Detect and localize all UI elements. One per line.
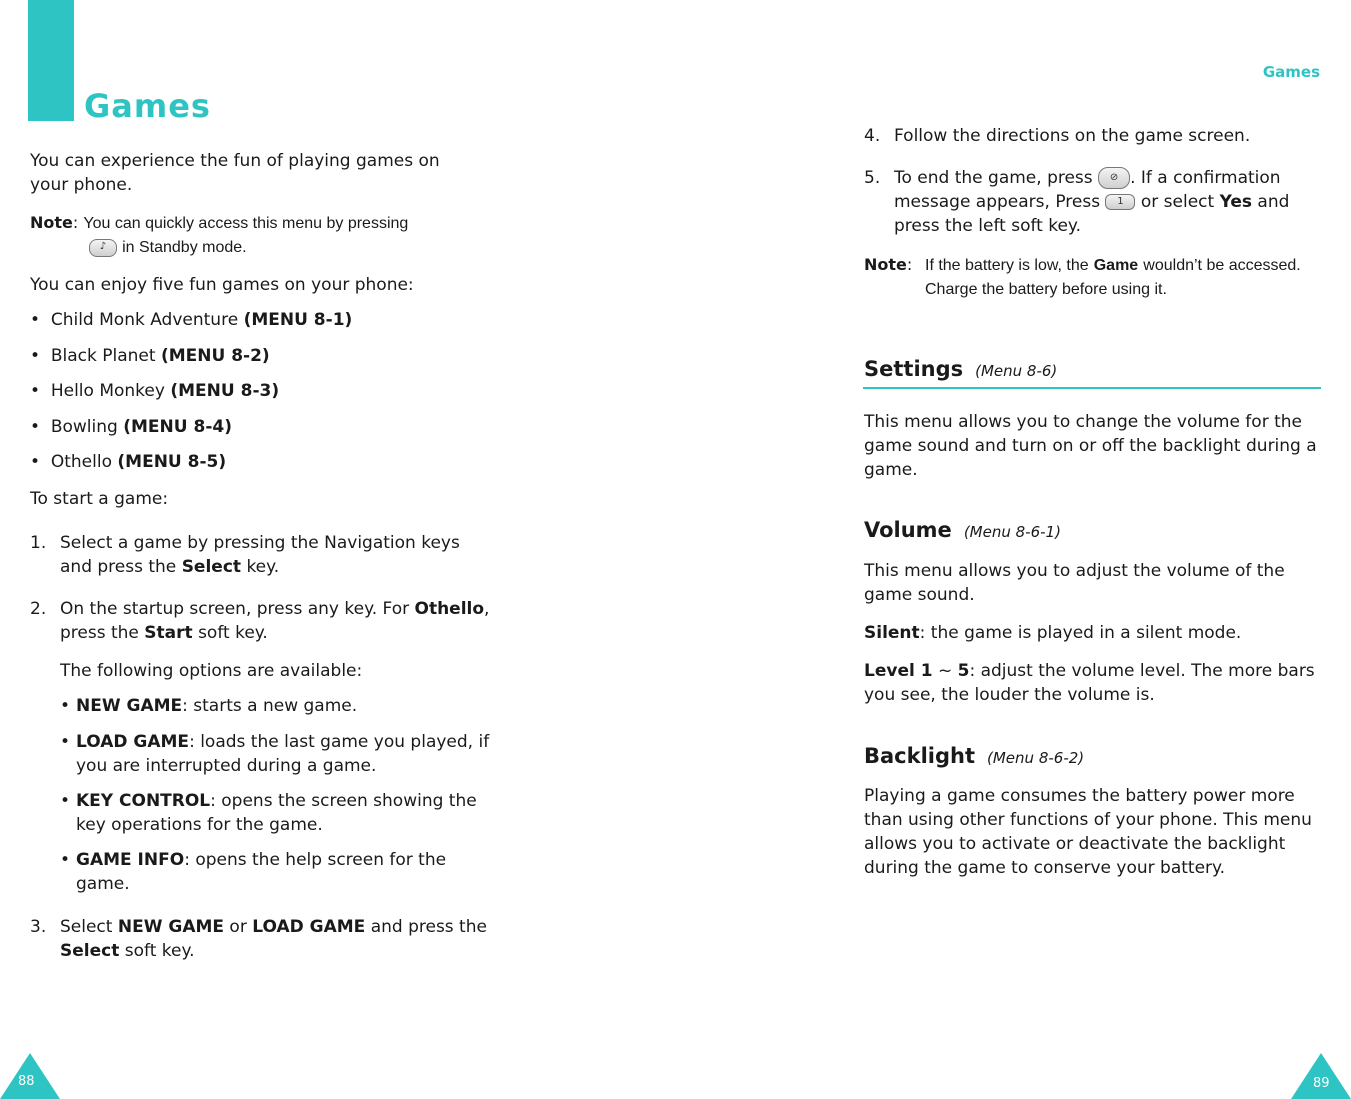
one-key-icon: 1 (1105, 194, 1135, 210)
list-item: • Child Monk Adventure (MENU 8-1) (30, 310, 353, 330)
game-key-icon: ♪ (89, 239, 117, 257)
page-number-right-text: 89 (1313, 1076, 1330, 1091)
options-intro: The following options are available: (60, 661, 363, 681)
step-3: 3. Select NEW GAME or LOAD GAME and press the Select soft key. (30, 917, 487, 961)
list-item: • NEW GAME: starts a new game. (60, 696, 358, 716)
backlight-desc: Playing a game consumes the battery power more than using other functions of your phone. This menu allows you to activate or deactivate the backlight during the game to conserve your battery. (864, 786, 1312, 878)
level-option: Level 1 ~ 5: adjust the volume level. The more bars you see, the louder the volume is. (864, 661, 1315, 705)
note-battery: Note: If the battery is low, the Game wouldn’t be accessed. Charge the battery before using it. (864, 255, 1301, 298)
list-item: • Black Planet (MENU 8-2) (30, 345, 270, 366)
list-item: • Othello (MENU 8-5) (30, 452, 227, 472)
note-text: You can quickly access this menu by pressing (83, 215, 409, 232)
section-divider (863, 387, 1321, 389)
running-head: Games (1262, 63, 1320, 81)
note-text-after: in Standby mode. (122, 239, 247, 256)
list-item: • GAME INFO: opens the help screen for the game. (60, 850, 447, 894)
page-title: Games (84, 87, 211, 125)
options-list (60, 694, 500, 896)
intro-text: You can experience the fun of playing games on your phone. (30, 151, 440, 195)
volume-heading: Volume (Menu 8-6-1) (864, 518, 1061, 542)
note-quick-access: Note: You can quickly access this menu by pressing ♪ in Standby mode. (30, 213, 409, 256)
list-item: • Hello Monkey (MENU 8-3) (30, 381, 280, 401)
settings-heading: Settings (Menu 8-6) (864, 357, 1058, 381)
list-item: • LOAD GAME: loads the last game you played, if you are interrupted during a game. (60, 732, 490, 776)
end-call-key-icon: ⊘ (1098, 167, 1130, 189)
note-label: Note (30, 213, 73, 232)
settings-desc: This menu allows you to change the volume for the game sound and turn on or off the backlight during a game. (864, 412, 1317, 480)
silent-option: Silent: the game is played in a silent mode. (864, 623, 1242, 643)
page-number-left-text: 88 (18, 1074, 35, 1089)
to-start-text: To start a game: (30, 489, 169, 509)
step-5: 5. To end the game, press ⊘ . If a confirmation message appears, Press 1 or select Yes and press the left soft key. (864, 168, 1290, 236)
step-4: 4. Follow the directions on the game screen. (864, 126, 1251, 146)
list-item: • Bowling (MENU 8-4) (30, 416, 232, 437)
five-games-text: You can enjoy five fun games on your phone: (30, 275, 414, 295)
step-2: 2. On the startup screen, press any key. For Othello, press the Start soft key. (30, 599, 490, 643)
games-list (30, 308, 490, 486)
backlight-heading: Backlight (Menu 8-6-2) (864, 744, 1085, 768)
volume-desc: This menu allows you to adjust the volume of the game sound. (864, 561, 1285, 605)
title-accent-bar (28, 0, 74, 121)
list-item: • KEY CONTROL: opens the screen showing the key operations for the game. (60, 791, 477, 835)
step-1: 1. Select a game by pressing the Navigation keys and press the Select key. (30, 533, 460, 577)
